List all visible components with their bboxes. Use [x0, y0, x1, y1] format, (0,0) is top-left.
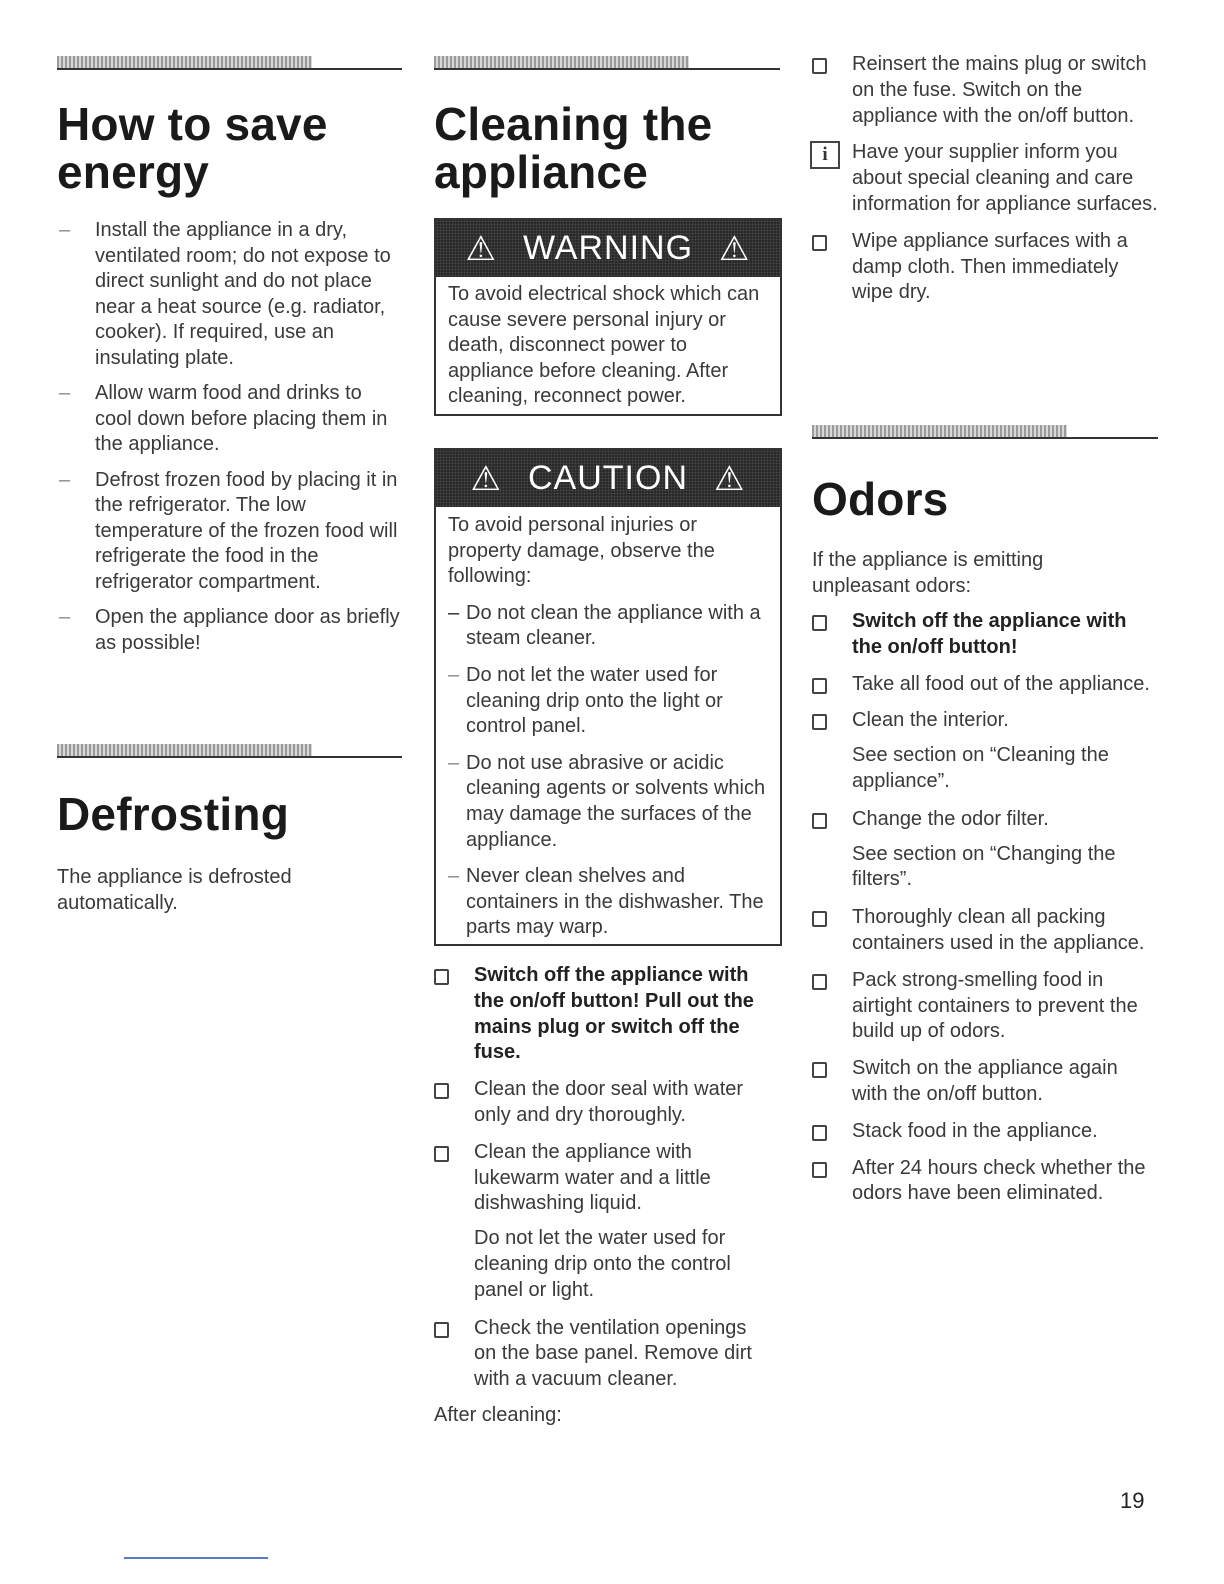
after-cleaning-label: After cleaning:	[434, 1403, 562, 1426]
checkbox-icon	[812, 1062, 827, 1078]
list-item: – Install the appliance in a dry, ventilated room; do not expose to direct sunlight and do not place near a heat source (e.g. radiator, cooker). If required, use an insulating plate.	[59, 219, 391, 369]
list-item: Change the odor filter.	[812, 807, 1158, 833]
list-item: – Defrost frozen food by placing it in the refrigerator. The low temperature of the frozen food will refrigerate the food in the refrigerator compartment.	[59, 468, 398, 593]
checkbox-icon	[812, 714, 827, 730]
list-item: Clean the door seal with water only and dry thoroughly.	[434, 1077, 774, 1129]
checkbox-icon	[812, 1125, 827, 1141]
list-item: Check the ventilation openings on the base panel. Remove dirt with a vacuum cleaner.	[434, 1316, 774, 1393]
checkbox-icon	[812, 58, 827, 74]
list-item: Switch off the appliance with the on/off button! Pull out the mains plug or switch off the fuse.	[434, 963, 774, 1066]
defrosting-text: The appliance is defrosted automatically.	[57, 866, 292, 914]
checkbox-icon	[812, 974, 827, 990]
checkbox-icon	[812, 678, 827, 694]
list-item: – Do not use abrasive or acidic cleaning agents or solvents which may damage the surfaces of the appliance.	[448, 751, 766, 851]
section-rule	[812, 425, 1158, 441]
warning-header: ⚠ WARNING ⚠	[436, 220, 780, 277]
step-note: See section on “Cleaning the appliance”.	[852, 744, 1109, 792]
warning-text: To avoid electrical shock which can cause severe personal injury or death, disconnect power to appliance before cleaning. After cleaning, reconnect power.	[448, 283, 760, 408]
section-title-defrosting: Defrosting	[57, 788, 289, 840]
warning-triangle-icon: ⚠	[719, 229, 751, 268]
list-item: Switch off the appliance with the on/off button!	[812, 609, 1158, 661]
section-rule	[57, 56, 402, 72]
list-item: – Never clean shelves and containers in the dishwasher. The parts may warp.	[448, 865, 764, 939]
section-rule	[57, 744, 402, 760]
list-item: Wipe appliance surfaces with a damp cloth. Then immediately wipe dry.	[812, 229, 1162, 306]
caution-box	[434, 448, 782, 946]
list-item: i Have your supplier inform you about special cleaning and care information for appliance surfaces.	[812, 140, 1162, 217]
list-item: – Open the appliance door as briefly as possible!	[59, 606, 400, 654]
warning-triangle-icon: ⚠	[470, 459, 502, 498]
section-rule	[434, 56, 780, 72]
list-item: – Do not clean the appliance with a steam cleaner.	[448, 601, 761, 650]
checkbox-icon	[812, 813, 827, 829]
warning-box	[434, 218, 782, 416]
odors-section	[812, 425, 1158, 1218]
energy-tips-list	[57, 218, 402, 656]
cleaning-steps	[434, 963, 774, 1428]
page-number: 19	[1120, 1488, 1145, 1513]
checkbox-icon	[434, 1322, 449, 1338]
caution-header: ⚠ CAUTION ⚠	[436, 450, 780, 507]
warning-triangle-icon: ⚠	[714, 459, 746, 498]
list-item: Pack strong-smelling food in airtight containers to prevent the build up of odors.	[812, 968, 1158, 1045]
defrosting-section	[57, 744, 402, 916]
list-item: – Allow warm food and drinks to cool down before placing them in the appliance.	[59, 382, 388, 455]
section-title-odors: Odors	[812, 473, 949, 525]
checkbox-icon	[434, 1083, 449, 1099]
checkbox-icon	[812, 615, 827, 631]
list-item: – Do not let the water used for cleaning drip onto the light or control panel.	[448, 663, 723, 738]
checkbox-icon	[812, 235, 827, 251]
section-title-cleaning: Cleaning the appliance	[434, 98, 713, 198]
warning-triangle-icon: ⚠	[465, 229, 497, 268]
caution-intro: To avoid personal injuries or property damage, observe the following:	[448, 514, 715, 588]
column-middle	[434, 56, 780, 196]
column-right	[812, 52, 1162, 317]
list-item: Switch on the appliance again with the on/off button.	[812, 1056, 1158, 1108]
list-item: Reinsert the mains plug or switch on the fuse. Switch on the appliance with the on/off button.	[812, 52, 1162, 129]
checkbox-icon	[812, 1162, 827, 1178]
checkbox-icon	[812, 911, 827, 927]
column-left	[57, 56, 402, 666]
list-item: Clean the appliance with lukewarm water and a little dishwashing liquid.	[434, 1140, 774, 1217]
list-item: Clean the interior.	[812, 708, 1158, 734]
info-icon: i	[810, 141, 840, 169]
list-item: After 24 hours check whether the odors have been eliminated.	[812, 1156, 1158, 1208]
list-item: Stack food in the appliance.	[812, 1119, 1158, 1145]
checkbox-icon	[434, 1146, 449, 1162]
footer-line	[124, 1557, 268, 1559]
list-item: Thoroughly clean all packing containers used in the appliance.	[812, 905, 1158, 957]
step-note: Do not let the water used for cleaning drip onto the control panel or light.	[474, 1227, 731, 1301]
checkbox-icon	[434, 969, 449, 985]
step-note: See section on “Changing the filters”.	[852, 842, 1116, 891]
section-title-energy: How to save energy	[57, 98, 328, 198]
list-item: Take all food out of the appliance.	[812, 672, 1158, 698]
odors-intro: If the appliance is emitting unpleasant odors:	[812, 549, 1044, 597]
